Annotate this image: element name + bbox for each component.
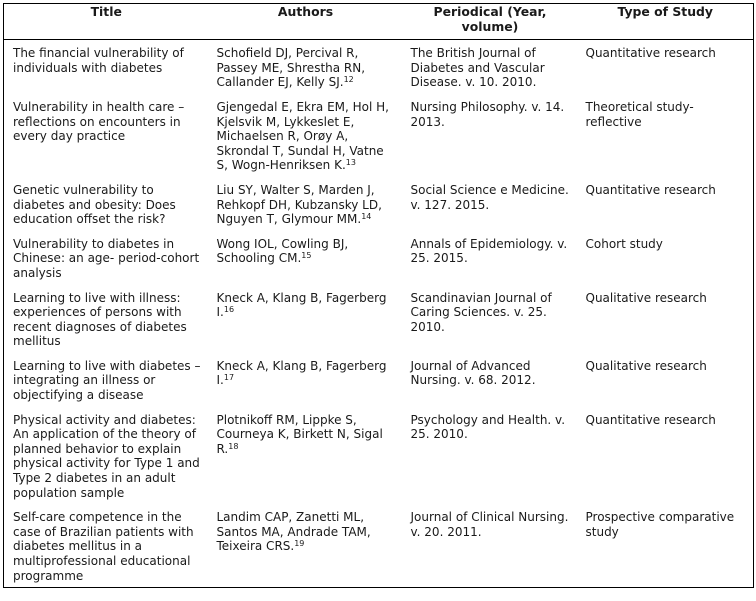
study-type: Cohort study [585,236,663,251]
study-periodical: Journal of Clinical Nursing. v. 20. 2011. [410,510,569,539]
reference-number: 19 [294,539,305,549]
reference-number: 12 [343,75,354,85]
study-type: Quantitative research [585,412,716,427]
study-authors: Wong IOL, Cowling BJ, Schooling CM. [216,236,349,266]
study-periodical: Nursing Philosophy. v. 14. 2013. [410,99,565,129]
study-periodical: Psychology and Health. v. 25. 2010. [410,412,566,442]
study-title: Vulnerability in health care – reflections on encounters in every day practice [13,99,185,144]
study-authors: Landim CAP, Zanetti ML, Santos MA, Andrade TAM, Teixeira CRS. [216,510,371,554]
study-type: Qualitative research [585,290,707,305]
header-row [4,4,754,40]
table-row [4,285,754,353]
reference-number: 13 [345,158,356,168]
reference-number: 15 [301,251,312,261]
study-authors: Plotnikoff RM, Lippke S, Courneya K, Birkett N, Sigal R. [216,412,383,456]
study-authors-cell [209,94,403,177]
header-authors: Authors [209,4,403,40]
study-authors-cell [209,353,403,407]
reference-number: 18 [228,441,239,451]
table-row [4,231,754,285]
study-type: Prospective comparative study [585,510,735,539]
header-type: Type of Study [578,4,754,40]
literature-table [3,3,754,588]
table-row [4,353,754,407]
study-title: Genetic vulnerability to diabetes and obesity: Does education offset the risk? [13,182,176,227]
study-title: Learning to live with diabetes – integrating an illness or objectifying a disease [13,358,201,403]
study-authors: Kneck A, Klang B, Fagerberg I. [216,290,387,320]
study-type: Theoretical study-reflective [585,99,694,129]
table-row [4,94,754,177]
study-authors-cell [209,177,403,231]
reference-number: 17 [223,373,235,383]
study-title: Self-care competence in the case of Brazilian patients with diabetes mellitus in a multiprofessional educational programme [13,510,194,583]
study-periodical: The British Journal of Diabetes and Vascular Disease. v. 10. 2010. [410,46,545,90]
study-authors-cell [209,407,403,505]
table-row [4,177,754,231]
study-title: Physical activity and diabetes: An application of the theory of planned behavior to explain physical activity for Type 1 and Type 2 diabetes in an adult population sample [13,412,200,500]
study-periodical: Scandinavian Journal of Caring Sciences. v. 25. 2010. [410,290,552,334]
study-title: The financial vulnerability of individuals with diabetes [13,46,184,75]
study-type: Quantitative research [585,46,716,61]
study-authors: Kneck A, Klang B, Fagerberg I. [216,358,387,388]
study-type: Quantitative research [585,182,716,197]
study-type: Qualitative research [585,358,707,373]
study-authors-cell [209,40,403,94]
reference-number: 16 [223,305,235,315]
study-periodical: Annals of Epidemiology. v. 25. 2015. [410,236,568,266]
study-authors-cell [209,231,403,285]
study-periodical: Social Science e Medicine. v. 127. 2015. [410,182,569,212]
reference-number: 14 [361,212,372,222]
study-title: Vulnerability to diabetes in Chinese: an age- period-cohort analysis [13,236,200,280]
study-periodical: Journal of Advanced Nursing. v. 68. 2012. [410,358,536,388]
study-authors: Gjengedal E, Ekra EM, Hol H, Kjelsvik M, Lykkeslet E, Michaelsen R, Orøy A, Skrondal T, Sundal H, Vatne S, Wogn-Henriksen K. [216,99,389,173]
header-periodical: Periodical (Year, volume) [403,4,578,40]
study-authors-cell [209,285,403,353]
table-row [4,407,754,505]
study-authors-cell [209,504,403,587]
table-row [4,40,754,94]
table-row [4,504,754,587]
study-title: Learning to live with illness: experiences of persons with recent diagnoses of diabetes mellitus [13,290,187,349]
header-title: Title [4,4,209,40]
study-authors: Schofield DJ, Percival R, Passey ME, Shrestha RN, Callander EJ, Kelly SJ. [216,46,366,90]
study-authors: Liu SY, Walter S, Marden J, Rehkopf DH, Kubzansky LD, Nguyen T, Glymour MM. [216,182,382,227]
